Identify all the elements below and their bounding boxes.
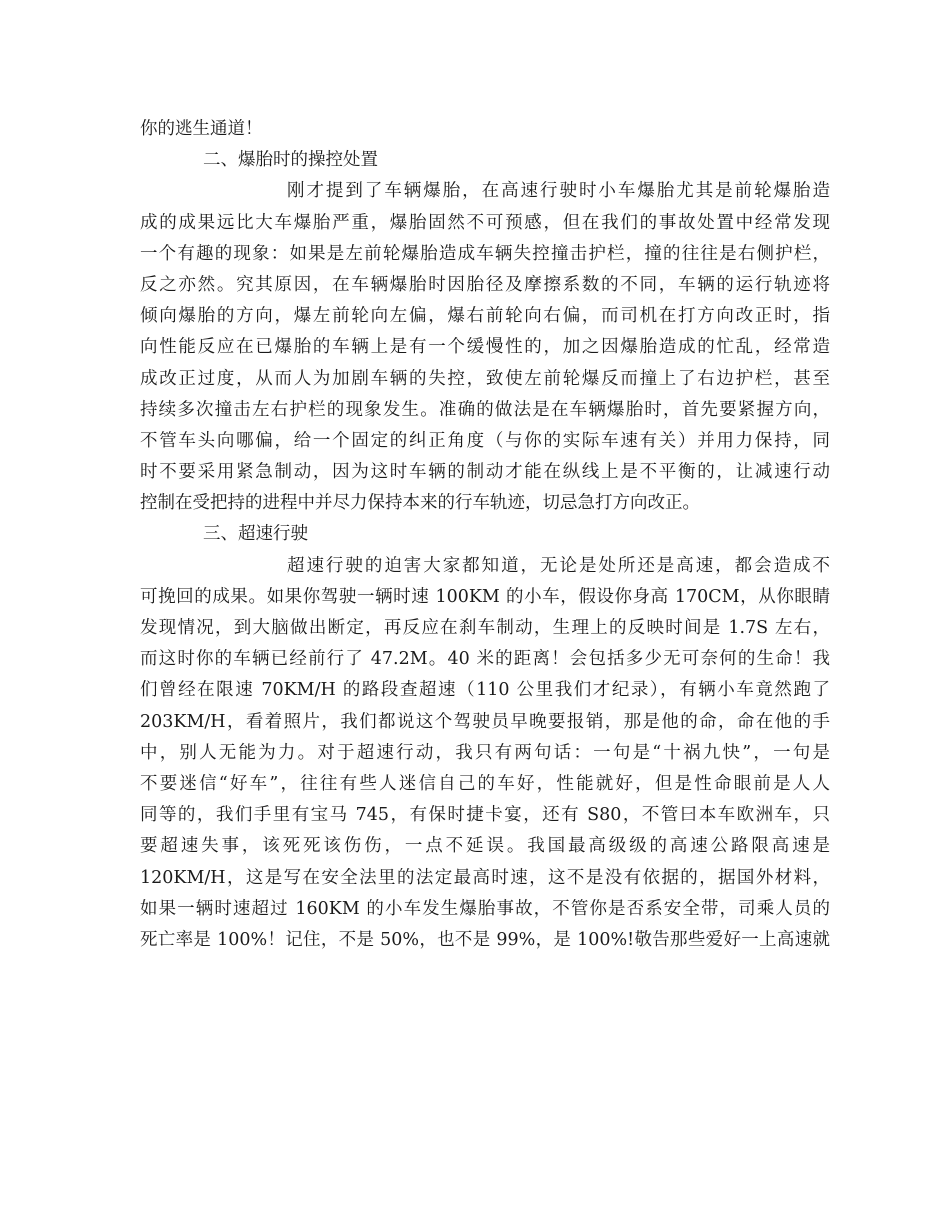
text-line: 而这时你的车辆已经前行了 47.2M。40 米的距离！会包括多少无可奈何的生命！我 [140, 649, 830, 670]
text-line: 不管车头向哪偏，给一个固定的纠正角度（与你的实际车速有关）并用力保持，同 [140, 430, 830, 451]
text-line: 时不要采用紧急制动，因为这时车辆的制动才能在纵线上是不平衡的，让减速行动 [140, 462, 830, 483]
text-line: 同等的，我们手里有宝马 745，有保时捷卡宴，还有 S80，不管曰本车欧洲车，只 [140, 805, 830, 826]
section-heading-tire-blowout: 二、爆胎时的操控处置 [203, 150, 378, 171]
text-line: 120KM/H，这是写在安全法里的法定最高时速，这不是没有依据的，据国外材料， [140, 867, 830, 888]
text-line: 要超速失事，该死死该伤伤，一点不延误。我国最高级级的高速公路限高速是 [140, 836, 830, 857]
text-line: 一个有趣的现象：如果是左前轮爆胎造成车辆失控撞击护栏，撞的往往是右侧护栏， [140, 243, 830, 264]
text-line: 如果一辆时速超过 160KM 的小车发生爆胎事故，不管你是否系安全带，司乘人员的 [140, 898, 830, 919]
text-line: 发现情况，到大脑做出断定，再反应在刹车制动，生理上的反映时间是 1.7S 左右， [140, 618, 830, 638]
text-line: 控制在受把持的进程中并尽力保持本来的行车轨迹，切忌急打方向改正。 [140, 493, 700, 514]
document-body [140, 114, 830, 956]
section-heading-speeding: 三、超速行驶 [203, 524, 308, 545]
text-line: 中，别人无能为力。对于超速行动，我只有两句话：一句是“十祸九快”，一句是 [140, 742, 830, 763]
text-line: 超速行驶的迫害大家都知道，无论是处所还是高速，都会造成不 [287, 555, 830, 576]
paragraph-speeding [140, 551, 830, 956]
paragraph-continuation [140, 114, 830, 145]
text-line: 成改正过度，从而人为加剧车辆的失控，致使左前轮爆反而撞上了右边护栏，甚至 [140, 368, 830, 389]
text-line: 持续多次撞击左右护栏的现象发生。准确的做法是在车辆爆胎时，首先要紧握方向， [140, 399, 830, 420]
text-line: 刚才提到了车辆爆胎，在高速行驶时小车爆胎尤其是前轮爆胎造 [287, 181, 830, 202]
text-line: 死亡率是 100%！记住，不是 50%，也不是 99%，是 100%!敬告那些爱好一上高速就 [140, 929, 830, 950]
text-line: 你的逃生通道！ [140, 119, 263, 139]
text-line: 可挽回的成果。如果你驾驶一辆时速 100KM 的小车，假设你身高 170CM，从你眼睛 [140, 586, 830, 607]
paragraph-tire-blowout [140, 176, 830, 519]
text-line: 们曾经在限速 70KM/H 的路段查超速（110 公里我们才纪录），有辆小车竟然跑了 [140, 680, 830, 701]
text-line: 倾向爆胎的方向，爆左前轮向左偏，爆右前轮向右偏，而司机在打方向改正时，指 [140, 306, 830, 327]
text-line: 向性能反应在已爆胎的车辆上是有一个缓慢性的，加之因爆胎造成的忙乱，经常造 [140, 337, 830, 358]
text-line: 203KM/H，看着照片，我们都说这个驾驶员早晚要报销，那是他的命，命在他的手 [140, 711, 830, 732]
text-line: 反之亦然。究其原因，在车辆爆胎时因胎径及摩擦系数的不同，车辆的运行轨迹将 [140, 274, 830, 295]
text-line: 不要迷信“好车”，往往有些人迷信自己的车好，性能就好，但是性命眼前是人人 [140, 773, 830, 794]
text-line: 成的成果远比大车爆胎严重，爆胎固然不可预感，但在我们的事故处置中经常发现 [140, 212, 830, 233]
